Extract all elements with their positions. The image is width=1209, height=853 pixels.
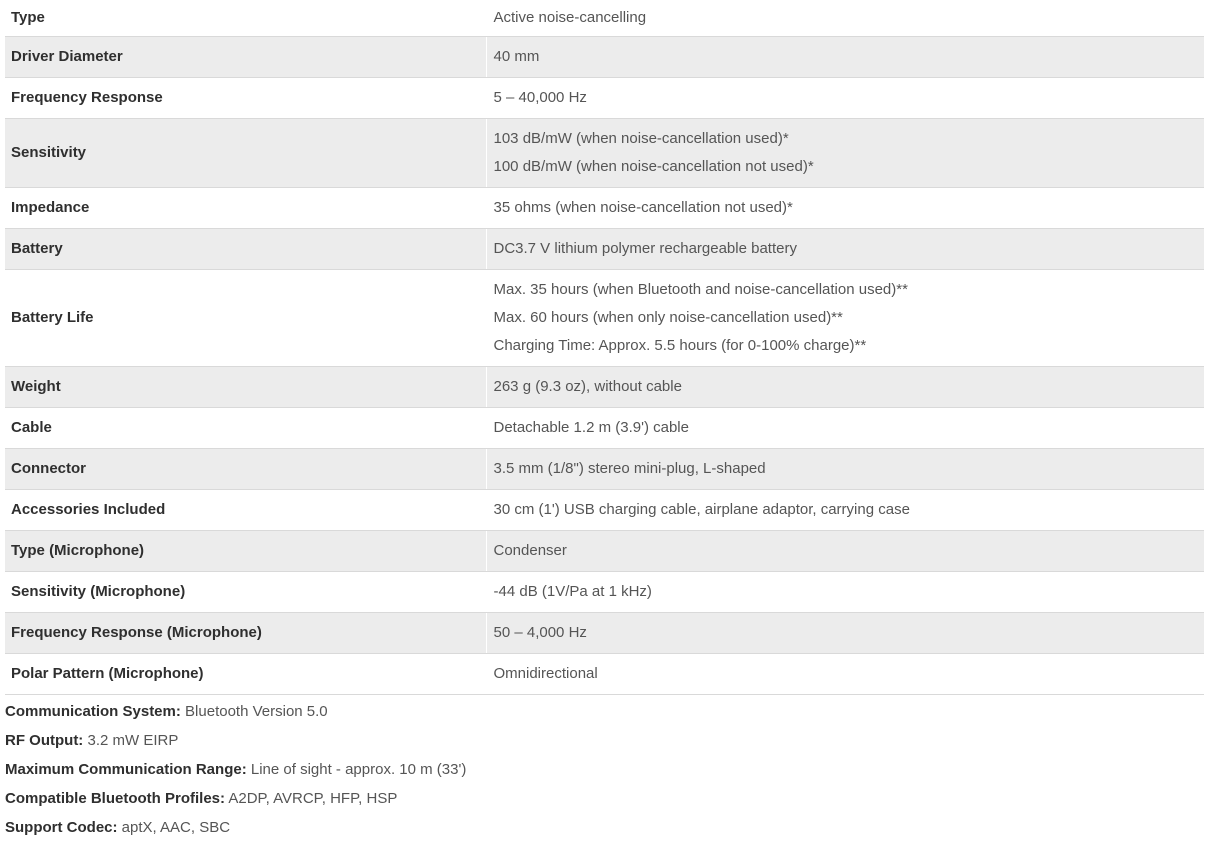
spec-value — [486, 118, 1204, 187]
bluetooth-spec-rf-output — [5, 726, 1204, 755]
spec-row-sensitivity-microphone — [5, 571, 1204, 612]
spec-row-driver-diameter — [5, 36, 1204, 77]
spec-value — [486, 489, 1204, 530]
spec-row-frequency-response-microphone — [5, 612, 1204, 653]
spec-value — [486, 571, 1204, 612]
spec-label: Battery Life — [5, 269, 486, 366]
spec-value-line: Max. 60 hours (when only noise-cancellation used)** — [493, 308, 843, 326]
bluetooth-spec-value: Line of sight - approx. 10 m (33') — [246, 761, 467, 778]
spec-label: Sensitivity (Microphone) — [5, 571, 486, 612]
spec-value-line: Detachable 1.2 m (3.9') cable — [493, 418, 689, 436]
spec-value — [486, 269, 1204, 366]
spec-value — [486, 530, 1204, 571]
bluetooth-spec-max-range — [5, 755, 1204, 784]
spec-row-polar-pattern-microphone — [5, 653, 1204, 694]
spec-label: Impedance — [5, 187, 486, 228]
spec-row-battery — [5, 228, 1204, 269]
spec-value — [486, 187, 1204, 228]
spec-label: Sensitivity — [5, 118, 486, 187]
bluetooth-spec-label: Maximum Communication Range: — [5, 761, 247, 778]
spec-row-frequency-response — [5, 77, 1204, 118]
spec-value — [486, 77, 1204, 118]
spec-value-line: Active noise-cancelling — [493, 8, 647, 26]
spec-value — [486, 366, 1204, 407]
spec-label: Battery — [5, 228, 486, 269]
spec-label: Type (Microphone) — [5, 530, 486, 571]
spec-value — [486, 0, 1204, 36]
spec-value-line: 103 dB/mW (when noise-cancellation used)* — [493, 129, 789, 147]
spec-label: Driver Diameter — [5, 36, 486, 77]
spec-row-type-microphone — [5, 530, 1204, 571]
spec-value-line: 40 mm — [493, 47, 540, 65]
bluetooth-spec-codec — [5, 813, 1204, 842]
bluetooth-spec-profiles — [5, 784, 1204, 813]
spec-row-impedance — [5, 187, 1204, 228]
spec-value — [486, 36, 1204, 77]
spec-value — [486, 612, 1204, 653]
spec-value — [486, 228, 1204, 269]
bluetooth-spec-label: Support Codec: — [5, 819, 118, 836]
bluetooth-spec-value: Bluetooth Version 5.0 — [180, 703, 328, 720]
bluetooth-spec-value: A2DP, AVRCP, HFP, HSP — [225, 790, 398, 807]
spec-value-line: DC3.7 V lithium polymer rechargeable battery — [493, 239, 797, 257]
spec-value-line: 3.5 mm (1/8") stereo mini-plug, L-shaped — [493, 459, 766, 477]
spec-value-line: Charging Time: Approx. 5.5 hours (for 0-100% charge)** — [493, 336, 867, 354]
spec-value-line: 100 dB/mW (when noise-cancellation not used)* — [493, 157, 814, 175]
spec-label: Weight — [5, 366, 486, 407]
bluetooth-spec-label: RF Output: — [5, 732, 84, 749]
spec-row-connector — [5, 448, 1204, 489]
spec-value — [486, 653, 1204, 694]
spec-row-type — [5, 0, 1204, 36]
spec-value-line: 35 ohms (when noise-cancellation not used)* — [493, 198, 793, 216]
spec-table — [5, 0, 1204, 695]
spec-row-accessories — [5, 489, 1204, 530]
spec-label: Cable — [5, 407, 486, 448]
spec-value-line: Condenser — [493, 541, 567, 559]
spec-label: Frequency Response — [5, 77, 486, 118]
spec-label: Accessories Included — [5, 489, 486, 530]
spec-label: Type — [5, 0, 486, 36]
spec-label: Polar Pattern (Microphone) — [5, 653, 486, 694]
spec-row-cable — [5, 407, 1204, 448]
bluetooth-spec-value: aptX, AAC, SBC — [117, 819, 231, 836]
spec-label: Connector — [5, 448, 486, 489]
spec-value-line: 30 cm (1') USB charging cable, airplane adaptor, carrying case — [493, 500, 910, 518]
spec-row-weight — [5, 366, 1204, 407]
spec-value-line: 5 – 40,000 Hz — [493, 88, 587, 106]
bluetooth-spec-label: Compatible Bluetooth Profiles: — [5, 790, 226, 807]
spec-value-line: 50 – 4,000 Hz — [493, 623, 587, 641]
spec-value-line: 263 g (9.3 oz), without cable — [493, 377, 682, 395]
bluetooth-specs — [5, 697, 1204, 842]
spec-value-line: -44 dB (1V/Pa at 1 kHz) — [493, 582, 652, 600]
bluetooth-spec-label: Communication System: — [5, 703, 181, 720]
bluetooth-spec-communication-system — [5, 697, 1204, 726]
spec-table-container — [5, 0, 1204, 695]
spec-value — [486, 448, 1204, 489]
spec-value — [486, 407, 1204, 448]
bluetooth-spec-value: 3.2 mW EIRP — [83, 732, 179, 749]
spec-row-battery-life — [5, 269, 1204, 366]
spec-value-line: Omnidirectional — [493, 664, 598, 682]
spec-value-line: Max. 35 hours (when Bluetooth and noise-cancellation used)** — [493, 280, 908, 298]
spec-label: Frequency Response (Microphone) — [5, 612, 486, 653]
spec-row-sensitivity — [5, 118, 1204, 187]
